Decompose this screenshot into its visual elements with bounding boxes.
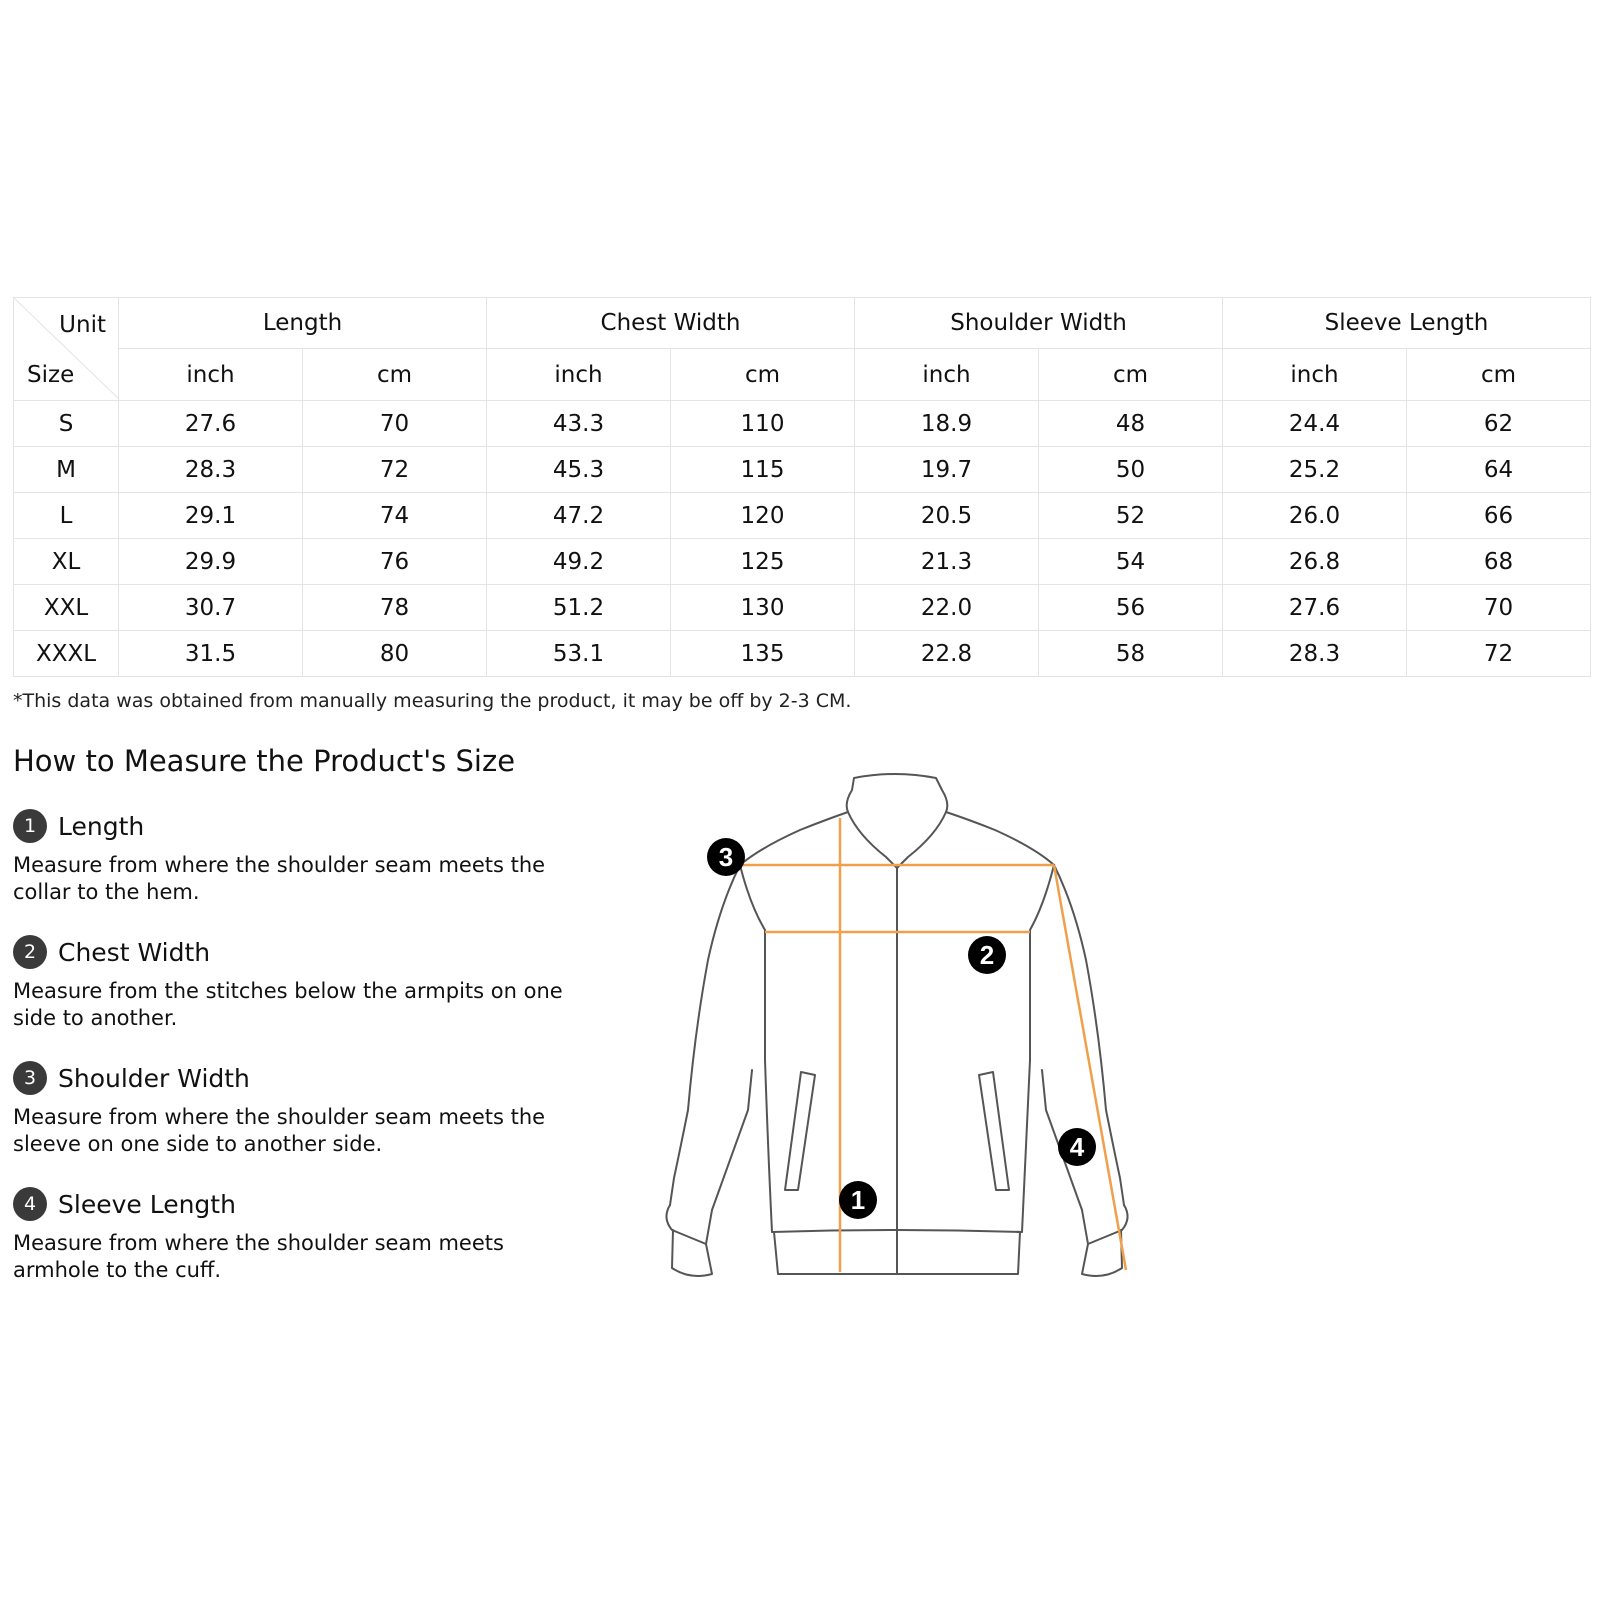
step-title: Chest Width bbox=[58, 937, 211, 967]
marker-number: 3 bbox=[718, 842, 734, 872]
marker-number: 2 bbox=[979, 940, 995, 970]
measurement-cell: 45.3 bbox=[487, 447, 671, 493]
measurement-cell: 66 bbox=[1407, 493, 1591, 539]
table-row bbox=[14, 401, 1591, 447]
table-row bbox=[14, 447, 1591, 493]
marker-number: 1 bbox=[850, 1185, 866, 1215]
measurement-cell: 115 bbox=[671, 447, 855, 493]
size-cell: XXL bbox=[14, 585, 119, 631]
table-corner-header bbox=[14, 298, 119, 401]
measurement-cell: 21.3 bbox=[855, 539, 1039, 585]
measurement-cell: 27.6 bbox=[119, 401, 303, 447]
table-row bbox=[14, 631, 1591, 677]
measurement-cell: 80 bbox=[303, 631, 487, 677]
size-cell: S bbox=[14, 401, 119, 447]
measurement-cell: 58 bbox=[1039, 631, 1223, 677]
marker-number: 4 bbox=[1069, 1132, 1085, 1162]
measurement-cell: 28.3 bbox=[119, 447, 303, 493]
step-length bbox=[13, 808, 573, 906]
measurement-cell: 18.9 bbox=[855, 401, 1039, 447]
unit-header: cm bbox=[303, 349, 487, 401]
measurement-cell: 26.0 bbox=[1223, 493, 1407, 539]
marker-4 bbox=[1058, 1128, 1096, 1166]
measurement-cell: 43.3 bbox=[487, 401, 671, 447]
measurement-cell: 56 bbox=[1039, 585, 1223, 631]
measurement-cell: 62 bbox=[1407, 401, 1591, 447]
measurement-cell: 28.3 bbox=[1223, 631, 1407, 677]
marker-3 bbox=[707, 838, 745, 876]
measurement-cell: 29.1 bbox=[119, 493, 303, 539]
measurement-cell: 110 bbox=[671, 401, 855, 447]
measurement-cell: 135 bbox=[671, 631, 855, 677]
measurement-cell: 51.2 bbox=[487, 585, 671, 631]
howto-title: How to Measure the Product's Size bbox=[13, 744, 516, 778]
measurement-cell: 78 bbox=[303, 585, 487, 631]
step-title: Length bbox=[58, 811, 145, 841]
measurement-cell: 125 bbox=[671, 539, 855, 585]
table-row bbox=[14, 493, 1591, 539]
step-description: Measure from where the shoulder seam meets the sleeve on one side to another side. bbox=[13, 1105, 546, 1156]
measurement-cell: 72 bbox=[303, 447, 487, 493]
step-description: Measure from the stitches below the armpits on one side to another. bbox=[13, 979, 563, 1030]
unit-header: inch bbox=[855, 349, 1039, 401]
measurement-cell: 30.7 bbox=[119, 585, 303, 631]
measurement-cell: 22.8 bbox=[855, 631, 1039, 677]
measurement-cell: 22.0 bbox=[855, 585, 1039, 631]
step-number-badge: 3 bbox=[13, 1061, 47, 1095]
measurement-cell: 19.7 bbox=[855, 447, 1039, 493]
measurement-cell: 49.2 bbox=[487, 539, 671, 585]
measurement-cell: 50 bbox=[1039, 447, 1223, 493]
marker-1 bbox=[839, 1181, 877, 1219]
step-shoulder-width bbox=[13, 1060, 573, 1158]
measurement-cell: 31.5 bbox=[119, 631, 303, 677]
measurement-cell: 64 bbox=[1407, 447, 1591, 493]
measurement-cell: 20.5 bbox=[855, 493, 1039, 539]
jacket-measurement-diagram bbox=[640, 760, 1140, 1280]
size-cell: M bbox=[14, 447, 119, 493]
measurement-cell: 48 bbox=[1039, 401, 1223, 447]
measurement-cell: 53.1 bbox=[487, 631, 671, 677]
corner-size-label: Size bbox=[27, 362, 75, 388]
measurement-cell: 54 bbox=[1039, 539, 1223, 585]
measurement-cell: 70 bbox=[1407, 585, 1591, 631]
measurement-cell: 25.2 bbox=[1223, 447, 1407, 493]
measurement-cell: 76 bbox=[303, 539, 487, 585]
step-number-badge: 1 bbox=[13, 809, 47, 843]
size-cell: XL bbox=[14, 539, 119, 585]
measurement-cell: 29.9 bbox=[119, 539, 303, 585]
header-length: Length bbox=[119, 298, 487, 349]
header-shoulder-width: Shoulder Width bbox=[855, 298, 1223, 349]
step-title: Sleeve Length bbox=[58, 1189, 236, 1219]
measurement-cell: 47.2 bbox=[487, 493, 671, 539]
measurement-cell: 120 bbox=[671, 493, 855, 539]
measurement-cell: 68 bbox=[1407, 539, 1591, 585]
sleeve-length-line bbox=[1054, 865, 1126, 1270]
measurement-cell: 74 bbox=[303, 493, 487, 539]
unit-header: cm bbox=[1407, 349, 1591, 401]
table-row bbox=[14, 539, 1591, 585]
unit-header: cm bbox=[1039, 349, 1223, 401]
step-chest-width bbox=[13, 934, 573, 1032]
measurement-lines bbox=[740, 818, 1126, 1272]
corner-unit-label: Unit bbox=[59, 312, 106, 338]
unit-header: inch bbox=[119, 349, 303, 401]
measurement-cell: 70 bbox=[303, 401, 487, 447]
step-number-badge: 2 bbox=[13, 935, 47, 969]
measurement-cell: 52 bbox=[1039, 493, 1223, 539]
unit-header: cm bbox=[671, 349, 855, 401]
unit-header: inch bbox=[487, 349, 671, 401]
header-chest-width: Chest Width bbox=[487, 298, 855, 349]
header-sleeve-length: Sleeve Length bbox=[1223, 298, 1591, 349]
measurement-cell: 130 bbox=[671, 585, 855, 631]
size-chart-table bbox=[13, 297, 1591, 677]
step-sleeve-length bbox=[13, 1186, 573, 1284]
unit-header: inch bbox=[1223, 349, 1407, 401]
size-cell: L bbox=[14, 493, 119, 539]
measurement-cell: 27.6 bbox=[1223, 585, 1407, 631]
measurement-disclaimer: *This data was obtained from manually measuring the product, it may be off by 2-3 CM. bbox=[13, 690, 852, 712]
marker-2 bbox=[968, 936, 1006, 974]
table-row bbox=[14, 585, 1591, 631]
step-number-badge: 4 bbox=[13, 1187, 47, 1221]
step-description: Measure from where the shoulder seam meets armhole to the cuff. bbox=[13, 1231, 504, 1282]
measurement-cell: 24.4 bbox=[1223, 401, 1407, 447]
measurement-cell: 26.8 bbox=[1223, 539, 1407, 585]
step-description: Measure from where the shoulder seam meets the collar to the hem. bbox=[13, 853, 546, 904]
size-cell: XXXL bbox=[14, 631, 119, 677]
step-title: Shoulder Width bbox=[58, 1063, 250, 1093]
measurement-cell: 72 bbox=[1407, 631, 1591, 677]
